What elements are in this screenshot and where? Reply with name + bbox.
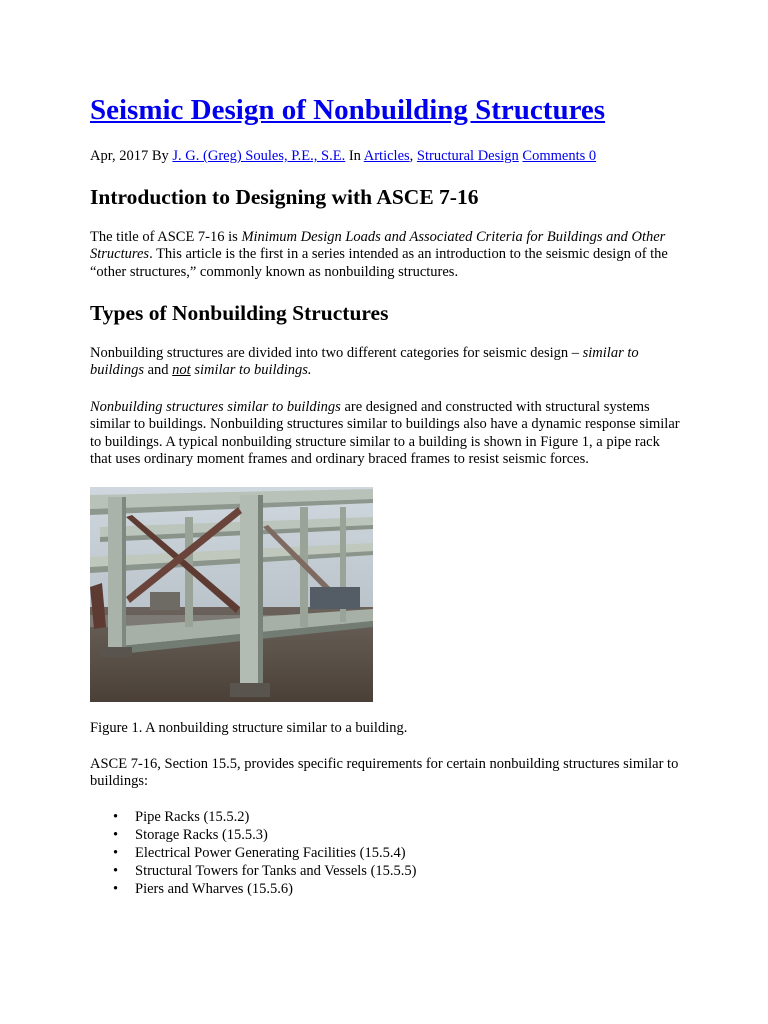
types-paragraph-2 [90,399,680,468]
category-link-articles[interactable]: Articles [363,148,410,164]
bullet: • [113,862,119,879]
types-p1-and: and [143,362,173,379]
types-paragraph-1 [90,345,680,380]
byline-date: Apr, 2017 [90,148,149,164]
list-item [113,880,416,899]
bullet: • [113,844,119,861]
list-item [113,844,416,863]
list-item-text: Storage Racks (15.5.3) [135,826,268,843]
types-p2-rest: are designed and constructed with structural systems similar to buildings. Nonbuilding structures similar to buildings also have a dynamic response similar to buildings. A typical nonbuilding structure similar to a building is shown in Figure 1, a pipe rack that uses ordinary moment frames and ordinary braced frames to resist seismic forces. [90,399,680,467]
bullet: • [113,880,119,897]
list-item [113,862,417,881]
list-item-text: Piers and Wharves (15.5.6) [135,880,293,897]
figure-1-caption: Figure 1. A nonbuilding structure similar to a building. [90,720,408,736]
byline-separator: , [409,148,414,164]
list-item [113,809,416,827]
requirements-list [90,809,416,899]
byline-by: By [151,148,169,164]
types-p1-not: not [172,362,191,379]
section-heading-types: Types of Nonbuilding Structures [90,301,389,325]
pipe-rack-image [90,487,373,702]
article-title[interactable] [90,92,605,128]
intro-text-suffix: . This article is the first in a series intended as an introduction to the seismic design of the “other structures,” commonly known as nonbuilding structures. [90,246,668,280]
comments-link[interactable]: Comments 0 [522,148,597,164]
list-item-text: Pipe Racks (15.5.2) [135,809,250,825]
intro-paragraph [90,229,680,281]
byline-in: In [348,148,361,164]
types-p1-italic-2: similar to buildings. [190,362,312,379]
list-item-text: Structural Towers for Tanks and Vessels (15.5.5) [135,862,417,879]
category-link-structural-design[interactable]: Structural Design [416,148,519,164]
intro-text-prefix: The title of ASCE 7-16 is [90,229,242,245]
byline [90,147,596,165]
list-item [113,826,416,845]
list-item-text: Electrical Power Generating Facilities (15.5.4) [135,844,406,861]
intro-text-italic: Minimum Design Loads and Associated Criteria for Buildings and Other Structures [90,229,666,263]
figure-1-photo [90,487,373,702]
author-link[interactable]: J. G. (Greg) Soules, P.E., S.E. [172,148,346,164]
types-p2-italic: Nonbuilding structures similar to buildings [90,399,341,415]
types-p1-italic-1: similar to buildings [90,345,639,379]
types-p1-prefix: Nonbuilding structures are divided into two different categories for seismic design – [90,345,583,361]
section-heading-introduction: Introduction to Designing with ASCE 7-16 [90,185,479,209]
types-paragraph-3: ASCE 7-16, Section 15.5, provides specific requirements for certain nonbuilding structures similar to buildings: [90,756,679,790]
bullet: • [113,826,119,843]
bullet: • [113,809,119,825]
article-title-link[interactable]: Seismic Design of Nonbuilding Structures [90,94,606,126]
